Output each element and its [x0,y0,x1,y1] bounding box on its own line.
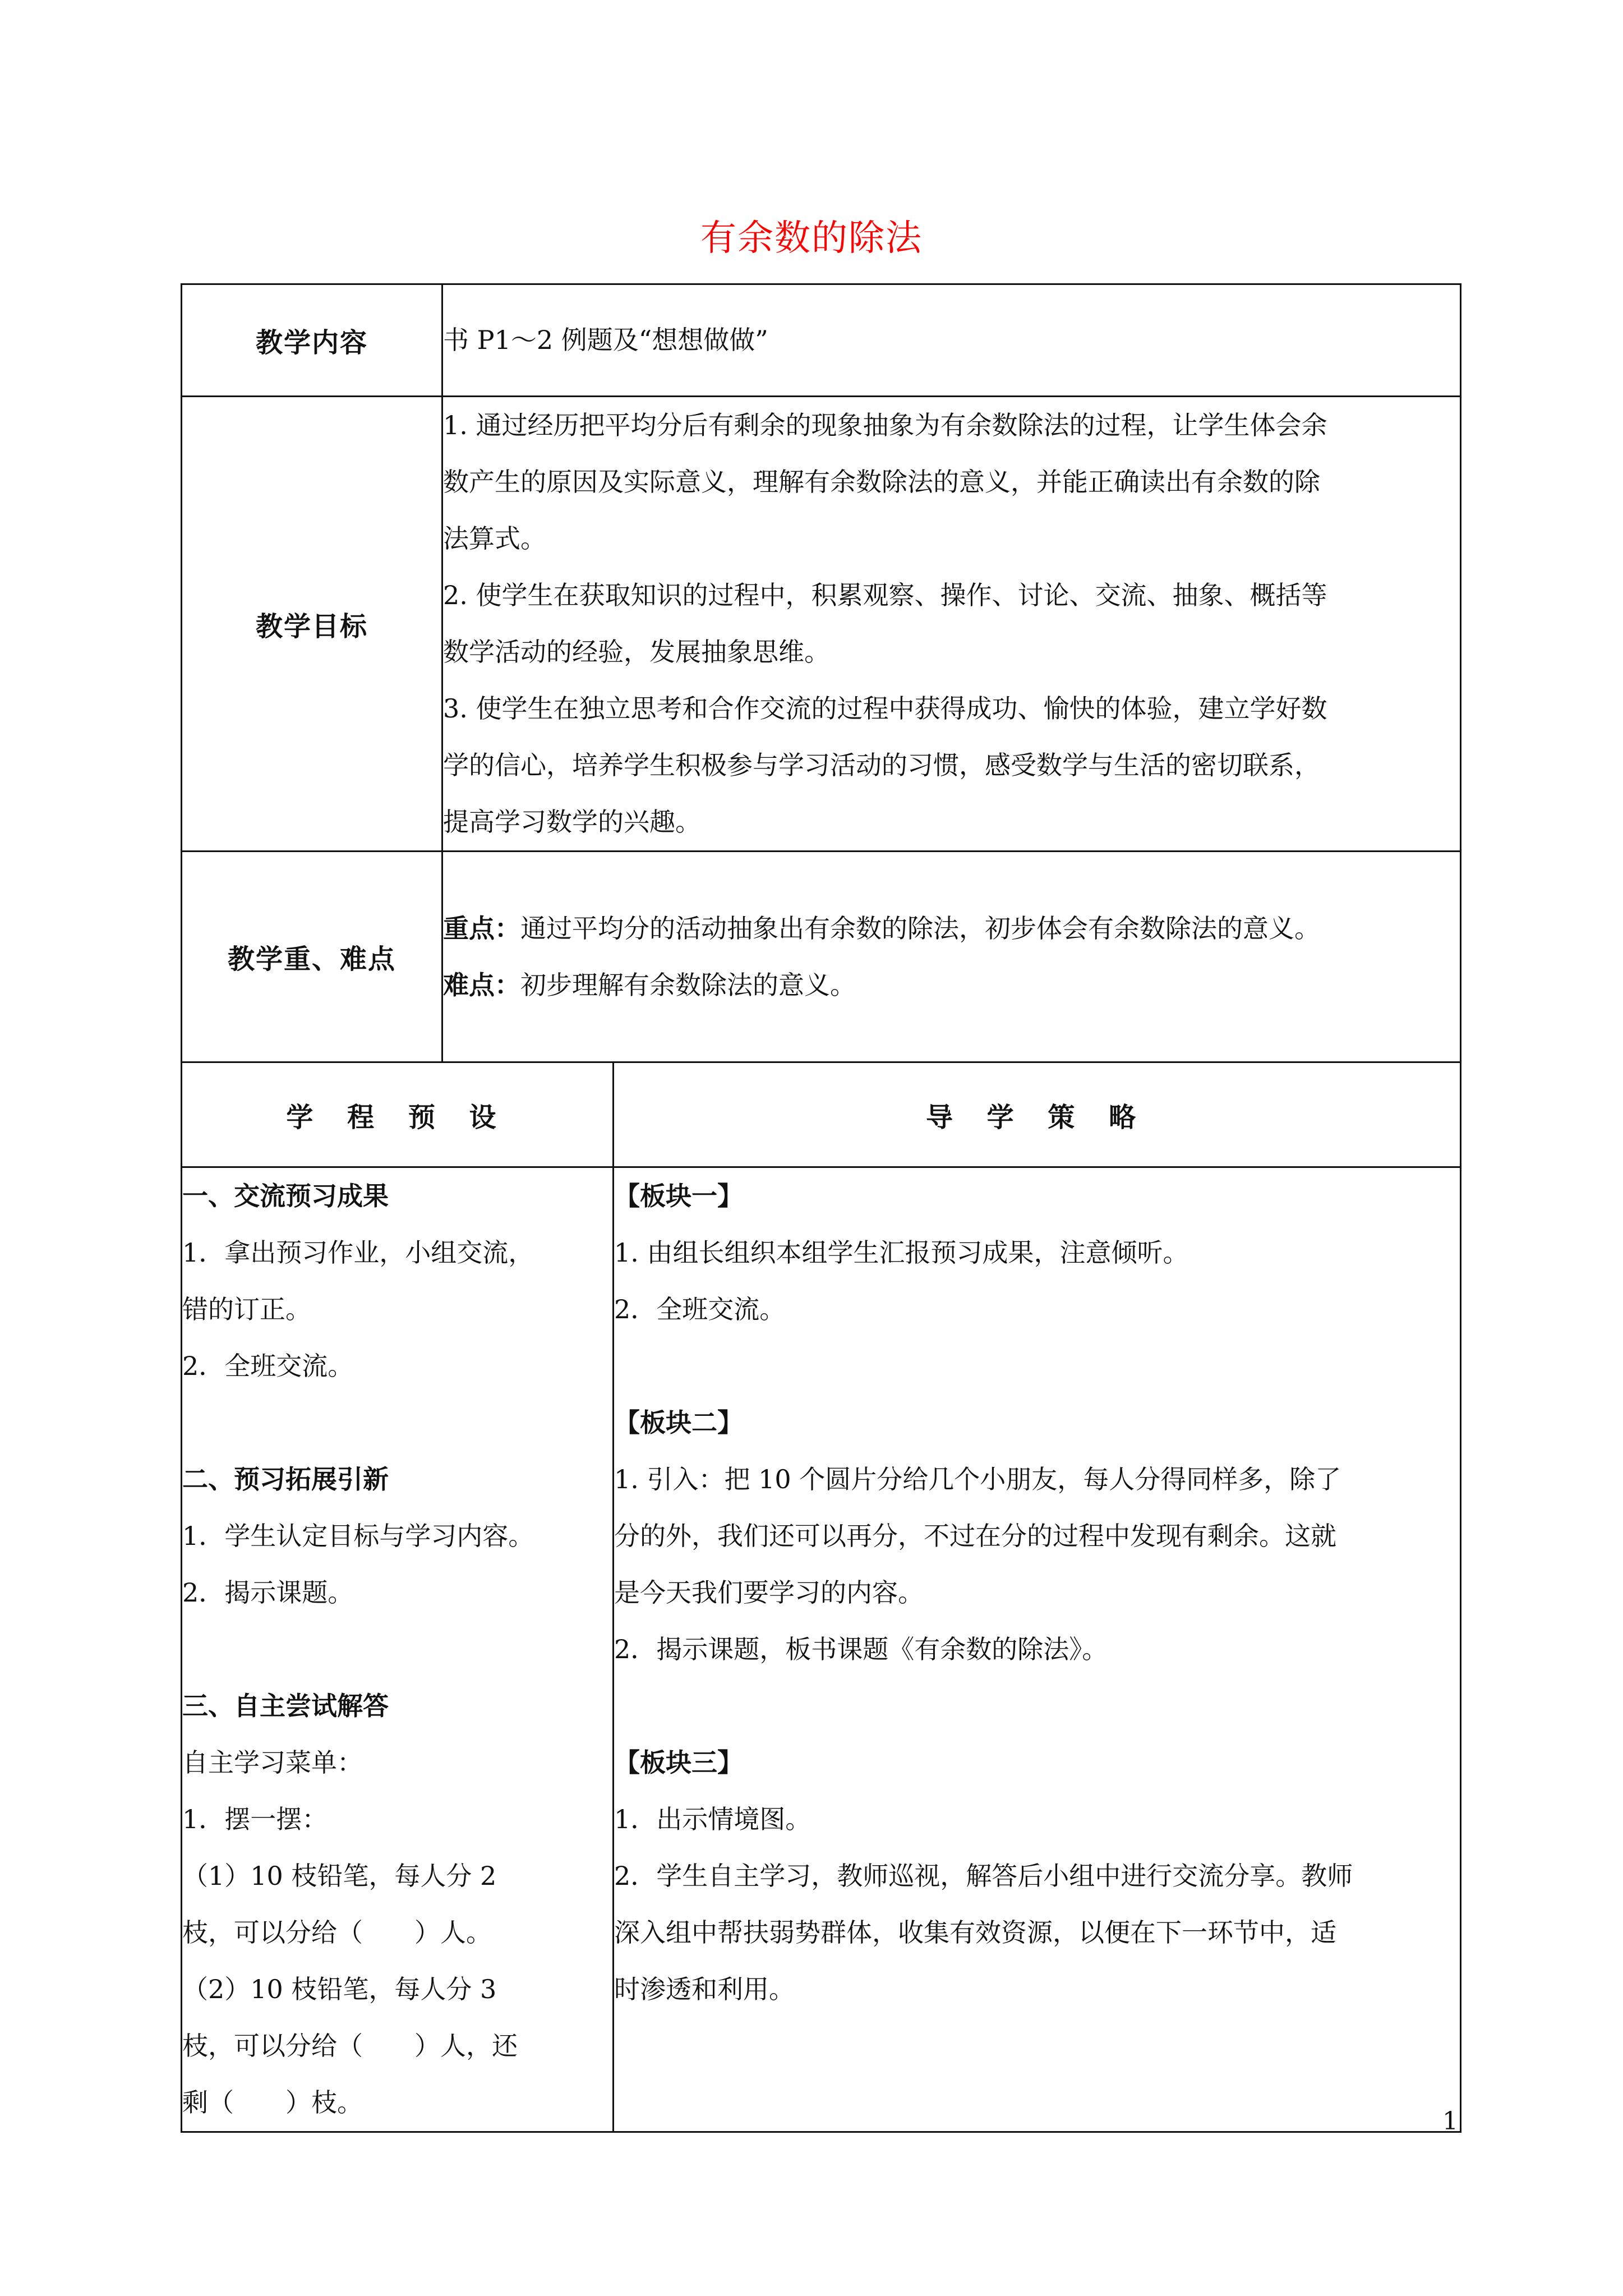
list-item: 自主学习菜单： [182,1747,363,1778]
list-item: 2．学生自主学习，教师巡视，解答后小组中进行交流分享。教师 [614,1861,1353,1891]
list-item: 1．摆一摆： [182,1804,328,1834]
row-column-headers [182,1062,1461,1167]
list-item: 枝，可以分给（ ）人，还 [182,2031,518,2061]
list-item: 剩（ ）枝。 [182,2087,363,2118]
block-title: 【板块一】 [614,1181,743,1211]
list-item: 1．拿出预习作业，小组交流， [182,1237,534,1268]
block-title: 【板块三】 [614,1747,743,1778]
row-process-body [182,1167,1461,2132]
page-title: 有余数的除法 [700,218,923,259]
list-item: 1. 引入：把 10 个圆片分给几个小朋友，每人分得同样多，除了 [614,1464,1341,1494]
section-title: 二、预习拓展引新 [182,1464,389,1494]
learning-process-column [182,1167,614,2132]
row-teaching-goals [182,397,1461,852]
goal-line: 2. 使学生在获取知识的过程中，积累观察、操作、讨论、交流、抽象、概括等 [443,580,1327,610]
key-point-line [443,900,1460,957]
spacer [614,1338,1460,1395]
label-teaching-goals: 教学目标 [182,397,442,852]
list-item: （2）10 枝铅笔，每人分 3 [182,1974,497,2004]
section-title: 一、交流预习成果 [182,1181,389,1211]
lesson-plan-table [181,283,1461,2133]
label-key-points: 教学重、难点 [182,852,442,1062]
guidance-strategy-column [614,1167,1461,2132]
key-points-text [442,852,1461,1062]
goal-line: 数学活动的经验，发展抽象思维。 [443,637,830,667]
difficulty-text: 初步理解有余数除法的意义。 [520,969,856,1000]
list-item: 1．出示情境图。 [614,1804,811,1834]
difficulty-label: 难点： [443,969,520,1000]
difficulty-line [443,957,1460,1014]
teaching-goals-text [442,397,1461,852]
row-teaching-content [182,284,1461,397]
header-guidance-strategy: 导 学 策 略 [614,1062,1461,1167]
spacer [182,1621,612,1678]
goal-line: 数产生的原因及实际意义，理解有余数除法的意义，并能正确读出有余数的除 [443,467,1320,497]
list-item: 深入组中帮扶弱势群体，收集有效资源，以便在下一环节中，适 [614,1917,1336,1948]
goal-line: 法算式。 [443,523,546,554]
list-item: 时渗透和利用。 [614,1974,795,2004]
section-title: 三、自主尝试解答 [182,1691,389,1721]
list-item: 2．揭示课题。 [182,1577,354,1608]
goal-line: 提高学习数学的兴趣。 [443,807,701,837]
list-item: 1. 由组长组织本组学生汇报预习成果，注意倾听。 [614,1237,1189,1268]
page-number: 1 [1442,2107,1458,2136]
list-item: 错的订正。 [182,1294,311,1324]
list-item: 2．全班交流。 [614,1294,786,1324]
list-item: （1）10 枝铅笔，每人分 2 [182,1861,497,1891]
spacer [614,1678,1460,1734]
list-item: 2．揭示课题，板书课题《有余数的除法》。 [614,1634,1108,1664]
header-learning-process: 学 程 预 设 [182,1062,614,1167]
list-item: 2．全班交流。 [182,1351,354,1381]
key-point-label: 重点： [443,913,520,944]
key-point-text: 通过平均分的活动抽象出有余数的除法，初步体会有余数除法的意义。 [520,913,1320,944]
block-title: 【板块二】 [614,1407,743,1438]
goal-line: 1. 通过经历把平均分后有剩余的现象抽象为有余数除法的过程，让学生体会余 [443,410,1327,440]
row-key-points [182,852,1461,1062]
list-item: 分的外，我们还可以再分，不过在分的过程中发现有剩余。这就 [614,1521,1336,1551]
goal-line: 学的信心，培养学生积极参与学习活动的习惯，感受数学与生活的密切联系， [443,750,1320,780]
spacer [182,1395,612,1451]
goal-line: 3. 使学生在独立思考和合作交流的过程中获得成功、愉快的体验，建立学好数 [443,693,1327,724]
list-item: 1．学生认定目标与学习内容。 [182,1521,534,1551]
teaching-content-text: 书 P1～2 例题及“想想做做” [442,284,1461,397]
list-item: 是今天我们要学习的内容。 [614,1577,924,1608]
label-teaching-content: 教学内容 [182,284,442,397]
list-item: 枝，可以分给（ ）人。 [182,1917,492,1948]
